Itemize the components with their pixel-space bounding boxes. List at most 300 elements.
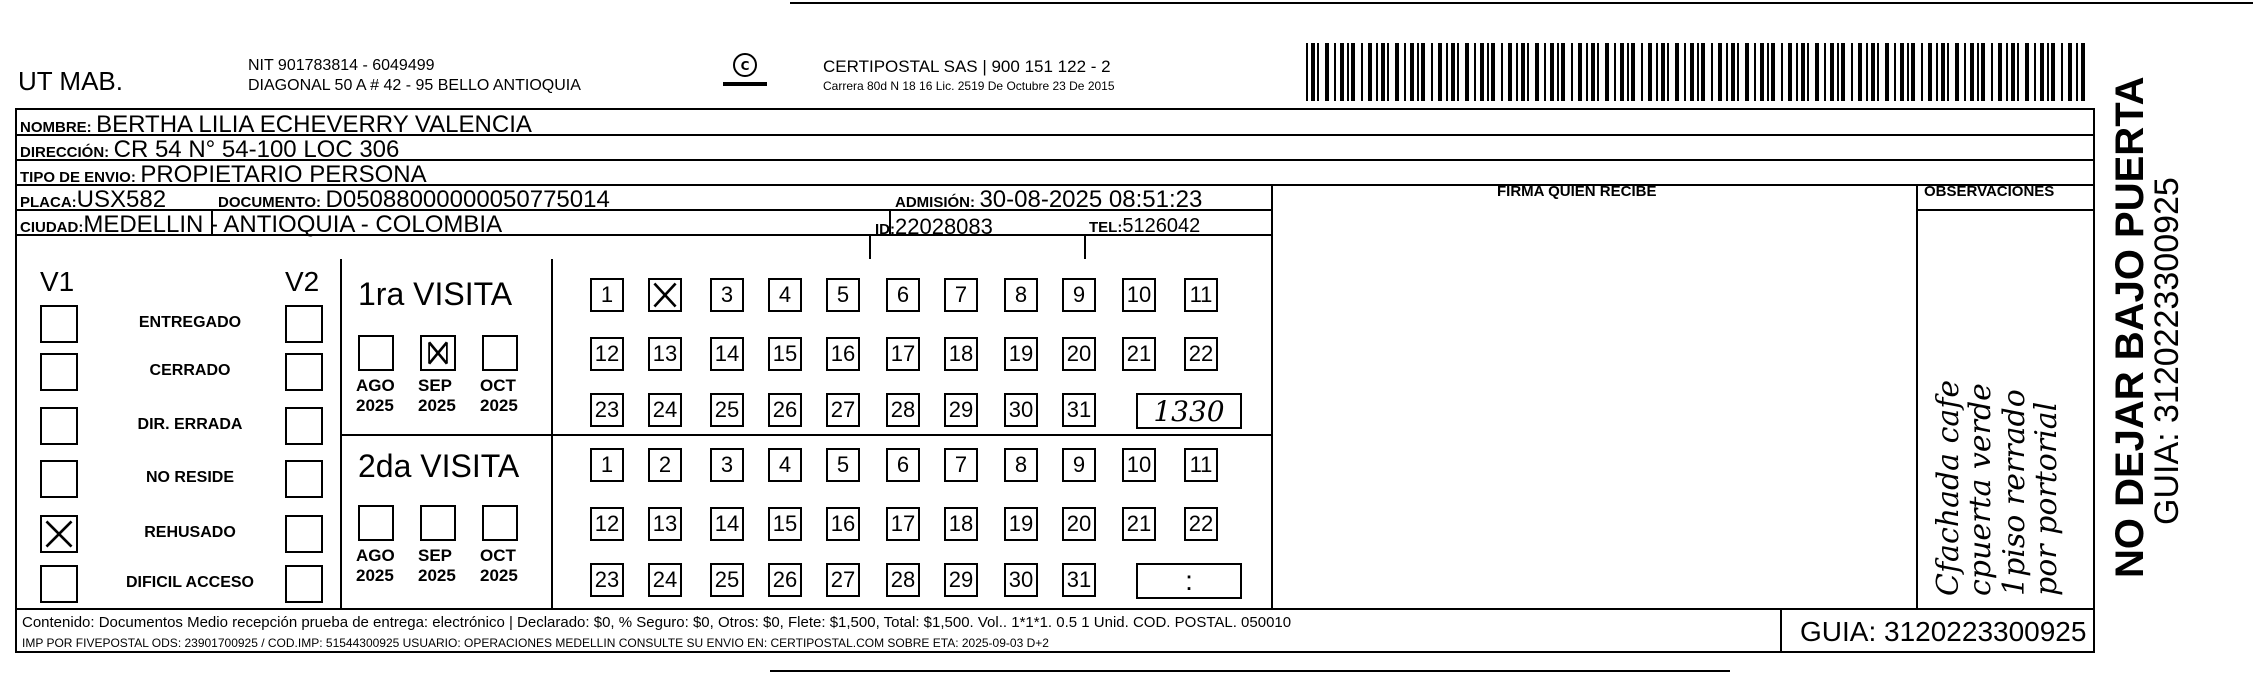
- observation-line-3: 1piso rerrado: [1997, 389, 2032, 596]
- day-box[interactable]: [768, 337, 802, 371]
- day-box[interactable]: [826, 448, 860, 482]
- day-number: 26: [772, 397, 798, 422]
- status-label: DIFICIL ACCESO: [125, 574, 254, 591]
- month-checkbox-ago[interactable]: [358, 335, 394, 371]
- barcode-bar: [1894, 43, 1896, 101]
- day-number: 14: [714, 341, 740, 366]
- month-checkbox-oct[interactable]: [482, 335, 518, 371]
- day-number: 1: [600, 452, 614, 477]
- day-number: 11: [1189, 282, 1213, 307]
- day-number: 16: [830, 341, 856, 366]
- v2-checkbox[interactable]: [285, 460, 323, 498]
- day-number: 3: [720, 452, 734, 477]
- id-label: ID:: [875, 221, 895, 238]
- v1-checkbox[interactable]: [40, 565, 78, 603]
- barcode-bar: [2006, 43, 2008, 101]
- day-box[interactable]: [1122, 448, 1156, 482]
- barcode-bar: [1368, 43, 1372, 101]
- barcode-bar: [1457, 43, 1459, 101]
- barcode-bar: [1417, 43, 1419, 101]
- day-box[interactable]: [944, 278, 978, 312]
- v2-header: V2: [285, 266, 320, 297]
- ciudad-label: CIUDAD:: [20, 219, 84, 236]
- day-number: 13: [652, 341, 678, 366]
- v1-header: V1: [40, 266, 75, 297]
- barcode-bar: [1605, 43, 1609, 101]
- barcode-bar: [1381, 43, 1385, 101]
- day-number: 18: [948, 341, 974, 366]
- barcode-bar: [2081, 43, 2085, 101]
- barcode-bar: [1586, 43, 1588, 101]
- day-number: 5: [836, 452, 850, 477]
- barcode-bar: [2047, 43, 2049, 101]
- year-label: 2025: [356, 396, 394, 415]
- barcode-bar: [1521, 43, 1525, 101]
- day-number: 23: [594, 567, 620, 592]
- day-box[interactable]: [886, 563, 920, 597]
- barcode-bar: [1858, 43, 1862, 101]
- day-box[interactable]: [944, 337, 978, 371]
- day-number: 10: [1126, 282, 1152, 307]
- status-label: DIR. ERRADA: [137, 416, 243, 433]
- tel-label: TEL:: [1089, 219, 1123, 236]
- month-checkbox-sep[interactable]: [420, 505, 456, 541]
- day-number: 9: [1072, 452, 1086, 477]
- company-name: UT MAB.: [18, 66, 123, 96]
- day-number: 22: [1188, 511, 1214, 536]
- day-number: 30: [1008, 397, 1034, 422]
- day-box[interactable]: [886, 393, 920, 427]
- barcode-bar: [1824, 43, 1826, 101]
- firma-label: FIRMA QUIEN RECIBE: [1497, 183, 1657, 200]
- barcode-bar: [1550, 43, 1554, 101]
- day-number: 25: [714, 397, 740, 422]
- tipo-row: [20, 163, 427, 187]
- barcode-bar: [1981, 43, 1985, 101]
- day-number: 11: [1189, 452, 1213, 477]
- barcode-bar: [2017, 43, 2019, 101]
- time-field[interactable]: [1136, 393, 1242, 429]
- day-box[interactable]: [1004, 563, 1038, 597]
- day-box[interactable]: [826, 563, 860, 597]
- day-box[interactable]: [1184, 507, 1218, 541]
- barcode-bar: [1771, 43, 1775, 101]
- barcode-bar: [1620, 43, 1624, 101]
- barcode-bar: [1936, 43, 1938, 101]
- day-box[interactable]: [710, 563, 744, 597]
- placa-label: PLACA:: [20, 194, 77, 211]
- barcode-bar: [1955, 43, 1959, 101]
- day-box[interactable]: [944, 507, 978, 541]
- barcode-bar: [1851, 43, 1853, 101]
- day-number: 29: [948, 397, 974, 422]
- observation-line-4: por portorial: [2029, 401, 2064, 596]
- barcode-bar: [1690, 43, 1694, 101]
- day-box[interactable]: [1184, 278, 1218, 312]
- barcode-bar: [1306, 43, 1308, 101]
- day-box[interactable]: [886, 448, 920, 482]
- nombre-label: NOMBRE:: [20, 119, 92, 136]
- year-label: 2025: [356, 566, 394, 585]
- certipostal-logo-icon: [715, 52, 775, 92]
- day-box[interactable]: [1062, 507, 1096, 541]
- day-number: 24: [652, 397, 678, 422]
- day-box[interactable]: [590, 448, 624, 482]
- day-number: 28: [890, 397, 916, 422]
- barcode-bar: [2076, 43, 2078, 101]
- barcode-bar: [1866, 43, 1868, 101]
- day-number: 27: [830, 397, 856, 422]
- status-label: CERRADO: [149, 362, 231, 379]
- year-label: 2025: [418, 396, 456, 415]
- time-value: :: [1185, 565, 1193, 596]
- admision-label: ADMISIÓN:: [895, 194, 975, 211]
- barcode-bar: [1745, 43, 1749, 101]
- v1-checkbox[interactable]: [40, 305, 78, 343]
- day-box[interactable]: [710, 278, 744, 312]
- barcode-bar: [1578, 43, 1582, 101]
- barcode-bar: [1334, 43, 1336, 101]
- day-number: 4: [778, 282, 792, 307]
- barcode-bar: [1991, 43, 1993, 101]
- barcode-bar: [1361, 43, 1363, 101]
- day-box[interactable]: [648, 563, 682, 597]
- barcode-bar: [1754, 43, 1756, 101]
- day-box[interactable]: [826, 393, 860, 427]
- day-box[interactable]: [826, 337, 860, 371]
- barcode-bar: [1557, 43, 1559, 101]
- barcode-bar: [1410, 43, 1414, 101]
- day-box[interactable]: [1184, 448, 1218, 482]
- day-number: 26: [772, 567, 798, 592]
- day-number: 17: [890, 511, 916, 536]
- day-box[interactable]: [768, 278, 802, 312]
- barcode-bar: [1404, 43, 1406, 101]
- nombre-row: [20, 113, 532, 137]
- day-box[interactable]: [648, 337, 682, 371]
- barcode-bar: [1446, 43, 1448, 101]
- barcode-bar: [1675, 43, 1679, 101]
- signature-area[interactable]: [1274, 210, 1914, 606]
- barcode-bar: [1977, 43, 1979, 101]
- barcode-bar: [1340, 43, 1344, 101]
- day-number: 10: [1126, 452, 1152, 477]
- day-box[interactable]: [1004, 448, 1038, 482]
- day-box[interactable]: [590, 507, 624, 541]
- barcode-bar: [1907, 43, 1909, 101]
- day-number: 23: [594, 397, 620, 422]
- barcode-bar: [1921, 43, 1923, 101]
- barcode-bar: [1767, 43, 1769, 101]
- tel-value: 5126042: [1122, 215, 1201, 237]
- barcode-bar: [1501, 43, 1503, 101]
- day-box[interactable]: [590, 278, 624, 312]
- barcode-bar: [1571, 43, 1573, 101]
- company-address: DIAGONAL 50 A # 42 - 95 BELLO ANTIOQUIA: [248, 77, 581, 94]
- footer-contenido: Contenido: Documentos Medio recepción prueba de entrega: electrónico | Declarado: $0, % Seguro: $0, Otros: $0, Flete: $1,500, Total: $1,500. Vol.. 1*1*1. 0.5 1 Unid. COD. POSTAL. 050010: [22, 614, 1292, 631]
- day-number: 16: [830, 511, 856, 536]
- month-checkbox-sep[interactable]: [420, 335, 456, 371]
- barcode-bar: [1726, 43, 1728, 101]
- day-box[interactable]: [648, 393, 682, 427]
- day-box[interactable]: [944, 448, 978, 482]
- barcode-bar: [1718, 43, 1722, 101]
- barcode-bar: [1451, 43, 1455, 101]
- day-box[interactable]: [944, 563, 978, 597]
- barcode-bar: [1387, 43, 1389, 101]
- barcode-bar: [1877, 43, 1879, 101]
- day-box[interactable]: [710, 393, 744, 427]
- v1-checkbox[interactable]: [40, 515, 78, 553]
- month-label: SEP: [418, 546, 453, 565]
- barcode-bar: [1731, 43, 1735, 101]
- day-number: 14: [714, 511, 740, 536]
- day-number: 12: [594, 511, 620, 536]
- day-box[interactable]: [1062, 393, 1096, 427]
- day-box[interactable]: [826, 278, 860, 312]
- barcode-bar: [1614, 43, 1616, 101]
- day-box[interactable]: [768, 507, 802, 541]
- barcode-bar: [1508, 43, 1512, 101]
- month-label: SEP: [418, 376, 453, 395]
- day-box[interactable]: [768, 393, 802, 427]
- day-box[interactable]: [1122, 337, 1156, 371]
- admision-value: 30-08-2025 08:51:23: [979, 186, 1203, 213]
- day-box[interactable]: [1004, 337, 1038, 371]
- day-number: 7: [954, 452, 968, 477]
- barcode-bar: [1527, 43, 1529, 101]
- v1-checkbox[interactable]: [40, 353, 78, 391]
- day-box[interactable]: [648, 278, 682, 312]
- day-number: 21: [1126, 511, 1152, 536]
- barcode-bar: [1788, 43, 1792, 101]
- barcode-bar: [1591, 43, 1595, 101]
- day-number: 30: [1008, 567, 1034, 592]
- barcode-bar: [1421, 43, 1425, 101]
- barcode-bar: [2068, 43, 2072, 101]
- barcode-bar: [1544, 43, 1546, 101]
- day-box[interactable]: [1004, 278, 1038, 312]
- barcode-bar: [1535, 43, 1539, 101]
- day-number: 5: [836, 282, 850, 307]
- top-border: [790, 2, 2253, 4]
- day-box[interactable]: [886, 507, 920, 541]
- footer-imp: IMP POR FIVEPOSTAL ODS: 23901700925 / COD.IMP: 51544300925 USUARIO: OPERACIONES MEDELLIN CONSULTE SU ENVIO EN: CERTIPOSTAL.COM SOBRE ETA: 2025-09-03 D+2: [22, 636, 1049, 650]
- day-box[interactable]: [1122, 507, 1156, 541]
- direccion-label: DIRECCIÓN:: [20, 144, 110, 161]
- day-box[interactable]: [1004, 507, 1038, 541]
- id-value: 22028083: [895, 214, 993, 239]
- barcode-bar: [1711, 43, 1713, 101]
- barcode-bar: [2011, 43, 2015, 101]
- barcode-bar: [1465, 43, 1469, 101]
- barcode-bar: [1998, 43, 2002, 101]
- day-number: 4: [778, 452, 792, 477]
- barcode-bar: [1627, 43, 1629, 101]
- barcode-bar: [1941, 43, 1945, 101]
- barcode-bar: [1911, 43, 1915, 101]
- barcode-bar: [1597, 43, 1599, 101]
- barcode-bar: [1317, 43, 1319, 101]
- id-row: [875, 216, 993, 238]
- barcode-bar: [1781, 43, 1783, 101]
- barcode-bar: [1796, 43, 1798, 101]
- day-box[interactable]: [710, 507, 744, 541]
- day-box[interactable]: [590, 337, 624, 371]
- tipo-value: PROPIETARIO PERSONA: [140, 161, 427, 188]
- day-number: 18: [948, 511, 974, 536]
- placa-value: USX582: [76, 186, 167, 213]
- v2-checkbox[interactable]: [285, 407, 323, 445]
- day-number: 7: [954, 282, 968, 307]
- guia-vertical: GUIA: 3120223300925: [2148, 177, 2186, 525]
- barcode-bar: [1311, 43, 1315, 101]
- time-field[interactable]: [1136, 563, 1242, 599]
- day-number: 8: [1014, 452, 1028, 477]
- barcode: [1306, 43, 2088, 101]
- day-number: 2: [658, 452, 672, 477]
- visit-2-title: 2da VISITA: [358, 448, 520, 484]
- ciudad-value: MEDELLIN - ANTIOQUIA - COLOMBIA: [83, 211, 503, 238]
- status-label: NO RESIDE: [145, 469, 234, 486]
- day-number: 13: [652, 511, 678, 536]
- barcode-bar: [1480, 43, 1484, 101]
- day-number: 21: [1126, 341, 1152, 366]
- barcode-bar: [1928, 43, 1932, 101]
- barcode-bar: [1438, 43, 1442, 101]
- footer-guia: GUIA: 3120223300925: [1800, 616, 2087, 647]
- tel-row: [1089, 216, 1200, 236]
- day-number: 12: [594, 341, 620, 366]
- ciudad-row: [20, 213, 502, 237]
- month-label: AGO: [356, 376, 395, 395]
- year-label: 2025: [480, 396, 518, 415]
- barcode-bar: [1760, 43, 1764, 101]
- day-number: 31: [1066, 567, 1092, 592]
- barcode-bar: [1325, 43, 1329, 101]
- barcode-bar: [2040, 43, 2044, 101]
- v2-checkbox[interactable]: [285, 353, 323, 391]
- day-number: 6: [896, 282, 910, 307]
- day-box[interactable]: [590, 563, 624, 597]
- barcode-bar: [1431, 43, 1433, 101]
- month-label: OCT: [480, 546, 516, 565]
- company-nit: NIT 901783814 - 6049499: [248, 57, 435, 74]
- day-number: 6: [896, 452, 910, 477]
- month-checkbox-ago[interactable]: [358, 505, 394, 541]
- day-box[interactable]: [1122, 278, 1156, 312]
- day-box[interactable]: [826, 507, 860, 541]
- day-box[interactable]: [710, 337, 744, 371]
- no-dejar-warning: NO DEJAR BAJO PUERTA: [2108, 76, 2152, 578]
- documento-label: DOCUMENTO:: [218, 194, 322, 211]
- year-label: 2025: [480, 566, 518, 585]
- barcode-bar: [1964, 43, 1966, 101]
- barcode-bar: [1516, 43, 1518, 101]
- day-box[interactable]: [886, 278, 920, 312]
- day-box[interactable]: [1062, 278, 1096, 312]
- month-checkbox-oct[interactable]: [482, 505, 518, 541]
- observation-line-1: Cfachada cafe: [1931, 379, 1966, 596]
- barcode-bar: [1661, 43, 1665, 101]
- day-box[interactable]: [886, 337, 920, 371]
- status-label: REHUSADO: [144, 524, 236, 541]
- barcode-bar: [1701, 43, 1705, 101]
- v2-checkbox[interactable]: [285, 305, 323, 343]
- day-number: 20: [1066, 341, 1092, 366]
- barcode-bar: [2061, 43, 2063, 101]
- barcode-bar: [1807, 43, 1809, 101]
- admision-row: [895, 188, 1202, 212]
- barcode-bar: [1900, 43, 1904, 101]
- documento-value: D05088000000050775014: [325, 186, 610, 213]
- day-box[interactable]: [768, 448, 802, 482]
- day-number: 29: [948, 567, 974, 592]
- day-box[interactable]: [710, 448, 744, 482]
- day-box[interactable]: [944, 393, 978, 427]
- barcode-bar: [2034, 43, 2036, 101]
- barcode-bar: [1631, 43, 1635, 101]
- day-number: 31: [1066, 397, 1092, 422]
- day-box[interactable]: [590, 393, 624, 427]
- svg-text:C: C: [740, 59, 750, 73]
- v1-checkbox[interactable]: [40, 407, 78, 445]
- day-box[interactable]: [1062, 448, 1096, 482]
- tipo-label: TIPO DE ENVIO:: [20, 169, 136, 186]
- barcode-bar: [1871, 43, 1875, 101]
- observaciones-area: [1918, 211, 2093, 607]
- direccion-value: CR 54 N° 54-100 LOC 306: [113, 136, 400, 163]
- v2-checkbox[interactable]: [285, 565, 323, 603]
- day-number: 22: [1188, 341, 1214, 366]
- day-box[interactable]: [768, 563, 802, 597]
- barcode-bar: [1837, 43, 1839, 101]
- day-box[interactable]: [1062, 563, 1096, 597]
- barcode-bar: [1830, 43, 1834, 101]
- day-number: 15: [772, 341, 798, 366]
- day-box[interactable]: [648, 507, 682, 541]
- day-number: 20: [1066, 511, 1092, 536]
- day-number: 15: [772, 511, 798, 536]
- day-box[interactable]: [1004, 393, 1038, 427]
- barcode-bar: [1656, 43, 1658, 101]
- day-number: 25: [714, 567, 740, 592]
- barcode-bar: [1487, 43, 1489, 101]
- day-number: 24: [652, 567, 678, 592]
- v1-checkbox[interactable]: [40, 460, 78, 498]
- courier-license: Carrera 80d N 18 16 Lic. 2519 De Octubre 23 De 2015: [823, 79, 1115, 93]
- documento-row: [218, 188, 610, 212]
- observaciones-label: OBSERVACIONES: [1924, 183, 2055, 200]
- barcode-bar: [1491, 43, 1495, 101]
- month-label: OCT: [480, 376, 516, 395]
- barcode-bar: [2025, 43, 2029, 101]
- barcode-bar: [1395, 43, 1399, 101]
- day-number: 19: [1008, 341, 1034, 366]
- barcode-bar: [1641, 43, 1643, 101]
- day-box[interactable]: [1184, 337, 1218, 371]
- placa-row: [20, 188, 166, 212]
- day-number: 8: [1014, 282, 1028, 307]
- day-number: 28: [890, 567, 916, 592]
- v2-checkbox[interactable]: [285, 515, 323, 553]
- day-box[interactable]: [648, 448, 682, 482]
- day-number: 19: [1008, 511, 1034, 536]
- barcode-bar: [1474, 43, 1476, 101]
- day-number: 1: [600, 282, 614, 307]
- day-box[interactable]: [1062, 337, 1096, 371]
- day-number: 3: [720, 282, 734, 307]
